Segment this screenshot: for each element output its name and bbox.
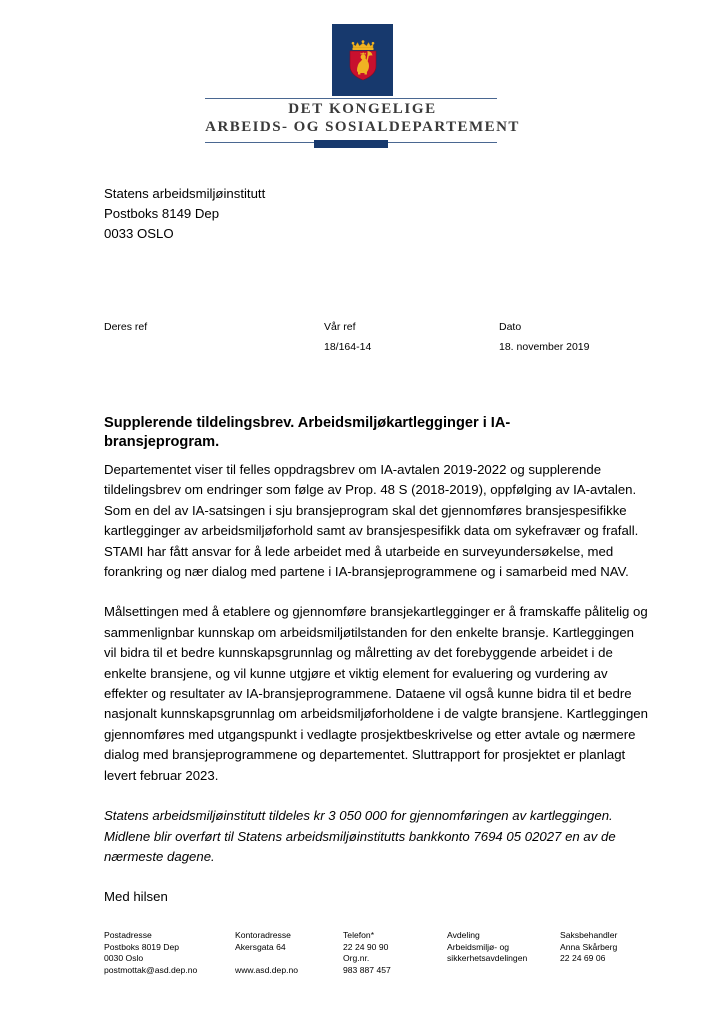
kontoradresse-spacer bbox=[235, 953, 335, 965]
telefon-number: 22 24 90 90 bbox=[343, 941, 389, 952]
postadresse-line-1: Postboks 8019 Dep bbox=[104, 941, 180, 952]
letterhead bbox=[0, 24, 725, 149]
kontoradresse-line-1: Akersgata 64 bbox=[235, 941, 286, 952]
wordmark-line-2: ARBEIDS- OG SOSIALDEPARTEMENT bbox=[205, 118, 520, 135]
wordmark-bottom-rule bbox=[205, 139, 497, 149]
saksbehandler-phone: 22 24 69 06 bbox=[560, 953, 606, 964]
norwegian-coat-of-arms-icon bbox=[346, 38, 380, 82]
footer-postadresse bbox=[104, 930, 235, 976]
ministry-wordmark bbox=[205, 98, 520, 149]
kontoradresse-heading: Kontoradresse bbox=[235, 930, 291, 940]
avdeling-line-1: Arbeidsmiljø- og bbox=[447, 941, 510, 952]
footer-avdeling bbox=[447, 930, 560, 976]
letter-body bbox=[104, 460, 650, 908]
saksbehandler-heading: Saksbehandler bbox=[560, 930, 618, 940]
footer-telefon bbox=[343, 930, 447, 976]
var-ref-label: Vår ref bbox=[324, 321, 356, 333]
postadresse-line-2: 0030 Oslo bbox=[104, 953, 144, 964]
kontoradresse-website[interactable]: www.asd.dep.no bbox=[235, 964, 299, 975]
crest-banner bbox=[332, 24, 393, 96]
orgnr-value: 983 887 457 bbox=[343, 964, 391, 975]
wordmark-line-1: DET KONGELIGE bbox=[288, 101, 437, 117]
postadresse-email[interactable]: postmottak@asd.dep.no bbox=[104, 964, 198, 975]
postadresse-heading: Postadresse bbox=[104, 930, 152, 940]
letter-subject-title: Supplerende tildelingsbrev. Arbeidsmiljøkartlegginger i IA-bransjeprogram. bbox=[104, 415, 511, 450]
body-paragraph-funding: Statens arbeidsmiljøinstitutt tildeles kr 3 050 000 for gjennomføringen av kartleggingen. Midlene blir overført til Statens arbeidsmiljøinstitutts bankkonto 7694 05 02027 en av de nærmeste dagene. bbox=[104, 808, 616, 864]
avdeling-heading: Avdeling bbox=[447, 930, 480, 940]
footer-kontoradresse bbox=[235, 930, 343, 976]
reference-var-ref bbox=[324, 317, 499, 357]
recipient-address bbox=[104, 184, 265, 244]
var-ref-value: 18/164-14 bbox=[324, 341, 372, 353]
deres-ref-label: Deres ref bbox=[104, 321, 148, 333]
telefon-heading: Telefon* bbox=[343, 930, 375, 940]
wordmark-rule-block bbox=[314, 140, 388, 148]
avdeling-line-2: sikkerhetsavdelingen bbox=[447, 953, 528, 964]
dato-value: 18. november 2019 bbox=[499, 341, 590, 353]
reference-row bbox=[104, 317, 634, 357]
dato-label: Dato bbox=[499, 321, 522, 333]
saksbehandler-name: Anna Skårberg bbox=[560, 941, 618, 952]
body-paragraph-1: Departementet viser til felles oppdragsbrev om IA-avtalen 2019-2022 og supplerende tildelingsbrev om endringer som følge av Prop. 48 S (2018-2019), oppfølging av IA-avtalen. Som en del av IA-satsingen i sju bransjeprogram skal det gjennomføres bransjespesifikke kartlegginger av arbeidsmiljøforhold samt av bransjespesifikk data om sykefravær og frafall. STAMI har fått ansvar for å lede arbeidet med å utarbeide en surveyundersøkelse, med forankring og nær dialog med partene i IA-bransjeprogrammene og i samarbeid med NAV. bbox=[104, 462, 639, 580]
address-line-2: Postboks 8149 Dep bbox=[104, 206, 220, 221]
letter-closing: Med hilsen bbox=[104, 889, 168, 905]
wordmark-top-rule bbox=[205, 98, 497, 99]
reference-dato bbox=[499, 317, 634, 357]
page-footer bbox=[104, 930, 644, 976]
address-line-3: 0033 OSLO bbox=[104, 226, 174, 241]
address-line-1: Statens arbeidsmiljøinstitutt bbox=[104, 186, 266, 201]
body-paragraph-2: Målsettingen med å etablere og gjennomføre bransjekartlegginger er å framskaffe pålitelig og sammenlignbar kunnskap om arbeidsmiljøtilstanden for den enkelte bransje. Kartleggingen vil bidra til et bedre kunnskapsgrunnlag og målretting av det forebyggende arbeidet i de enkelte bransjene, og vil kunne utgjøre et viktig element for evaluering og vurdering av effekter og resultater av IA-bransjeprogrammene. Dataene vil også kunne bidra til et bedre nasjonalt kunnskapsgrunnlag om arbeidsmiljøforholdene i de valgte bransjene. Kartleggingen gjennomføres med utgangspunkt i vedlagte prosjektbeskrivelse og etter avtale og nærmere dialog med bransjeprogrammene og departementet. Sluttrapport for prosjektet er planlagt levert februar 2023. bbox=[104, 604, 648, 783]
footer-saksbehandler bbox=[560, 930, 644, 976]
orgnr-heading: Org.nr. bbox=[343, 953, 370, 964]
reference-deres-ref bbox=[104, 317, 324, 357]
